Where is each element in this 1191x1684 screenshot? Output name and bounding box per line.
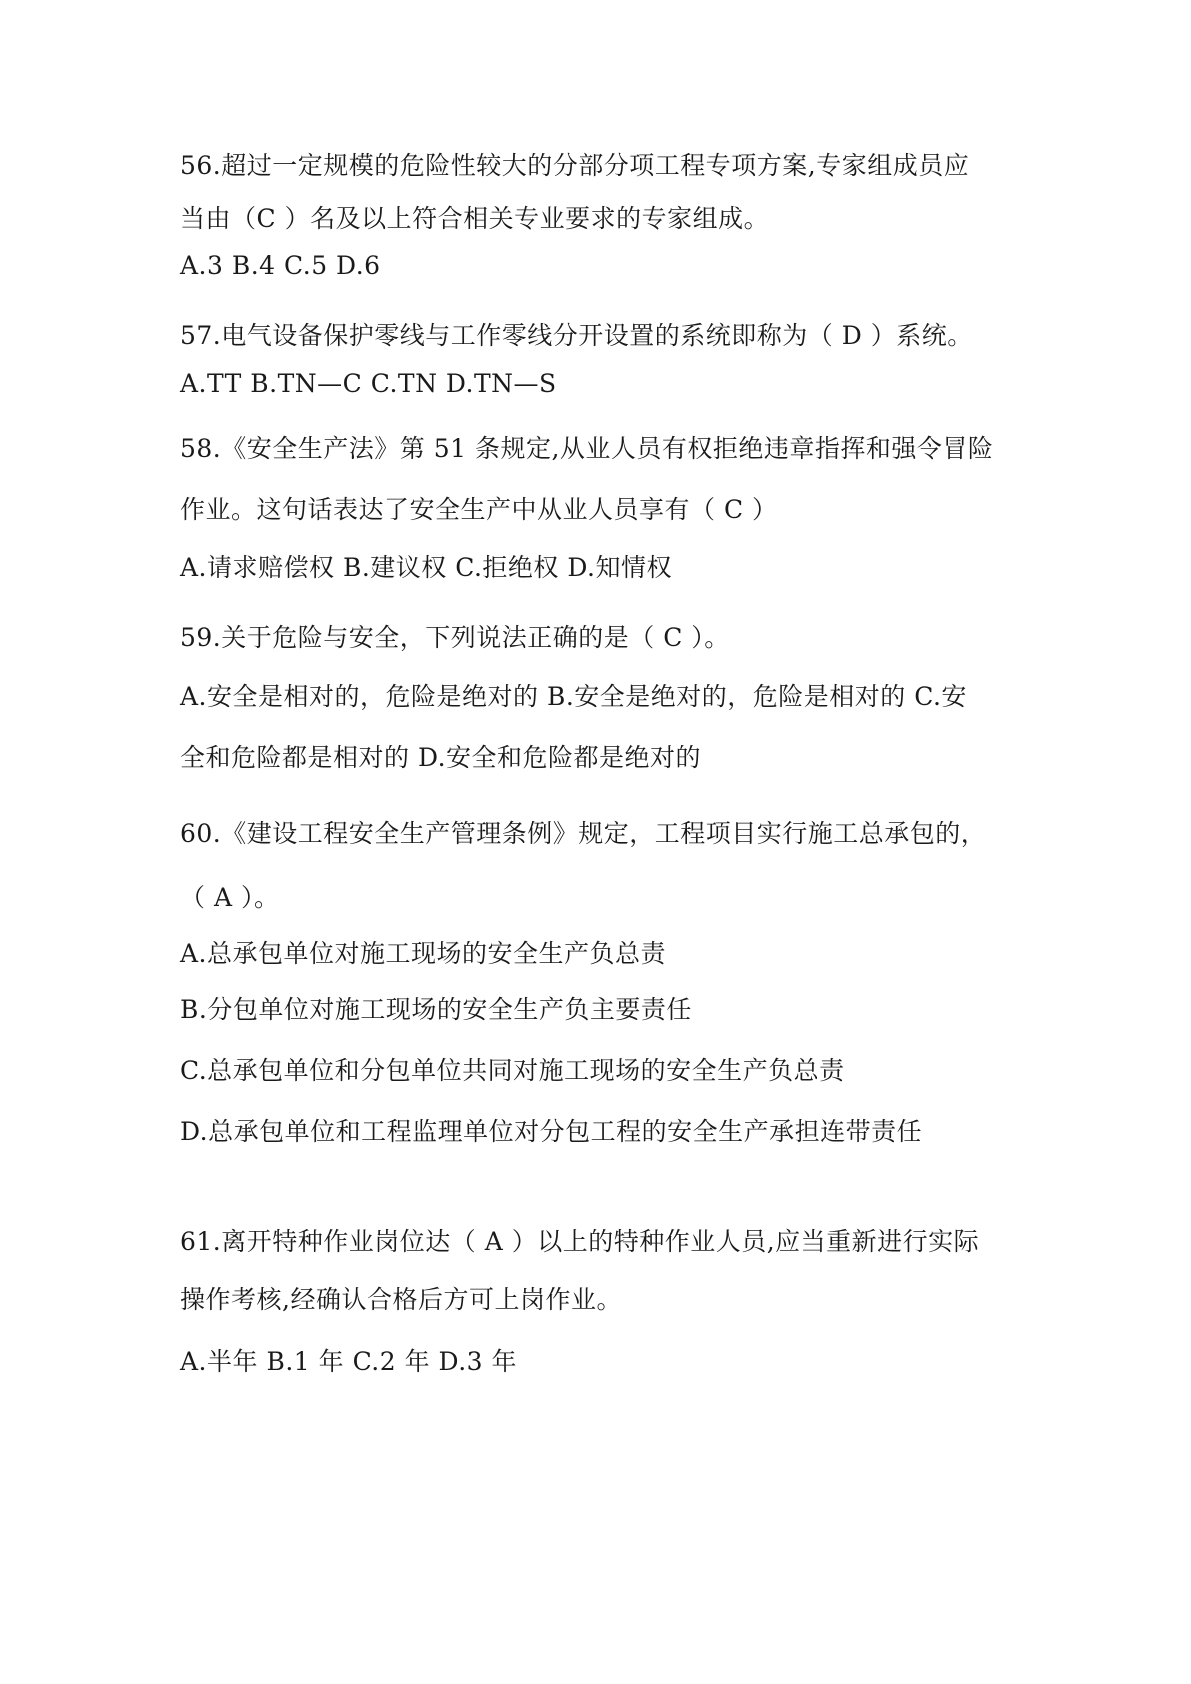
question-60-option-b: B.分包单位对施工现场的安全生产负主要责任 — [180, 995, 692, 1024]
question-59-options-line-2: 全和危险都是相对的 D.安全和危险都是绝对的 — [180, 743, 702, 772]
question-57-options: A.TT B.TN—C C.TN D.TN—S — [180, 369, 557, 398]
question-61-text-line-1: 61.离开特种作业岗位达（ A ）以上的特种作业人员,应当重新进行实际 — [180, 1227, 980, 1256]
question-59-options-line-1: A.安全是相对的，危险是绝对的 B.安全是绝对的，危险是相对的 C.安 — [180, 682, 967, 711]
question-60-text-line-2: （ A ）。 — [180, 883, 280, 912]
question-58-options: A.请求赔偿权 B.建议权 C.拒绝权 D.知情权 — [180, 553, 672, 582]
question-58-text-line-2: 作业。这句话表达了安全生产中从业人员享有（ C ） — [180, 495, 778, 524]
question-56-options: A.3 B.4 C.5 D.6 — [180, 251, 381, 280]
question-56-text-line-2: 当由（C ）名及以上符合相关专业要求的专家组成。 — [180, 204, 770, 233]
question-61-text-line-2: 操作考核,经确认合格后方可上岗作业。 — [180, 1285, 622, 1314]
question-56-text-line-1: 56.超过一定规模的危险性较大的分部分项工程专项方案,专家组成员应 — [180, 151, 970, 180]
question-60-option-a: A.总承包单位对施工现场的安全生产负总责 — [180, 939, 667, 968]
question-60-option-d: D.总承包单位和工程监理单位对分包工程的安全生产承担连带责任 — [180, 1117, 923, 1146]
question-58-text-line-1: 58.《安全生产法》第 51 条规定,从业人员有权拒绝违章指挥和强令冒险 — [180, 434, 994, 463]
question-61-options: A.半年 B.1 年 C.2 年 D.3 年 — [180, 1347, 518, 1376]
question-59-text-line-1: 59.关于危险与安全，下列说法正确的是（ C ）。 — [180, 623, 730, 652]
question-60-option-c: C.总承包单位和分包单位共同对施工现场的安全生产负总责 — [180, 1056, 845, 1085]
question-57-text-line-1: 57.电气设备保护零线与工作零线分开设置的系统即称为（ D ）系统。 — [180, 321, 973, 350]
question-60-text-line-1: 60.《建设工程安全生产管理条例》规定，工程项目实行施工总承包的， — [180, 819, 987, 848]
